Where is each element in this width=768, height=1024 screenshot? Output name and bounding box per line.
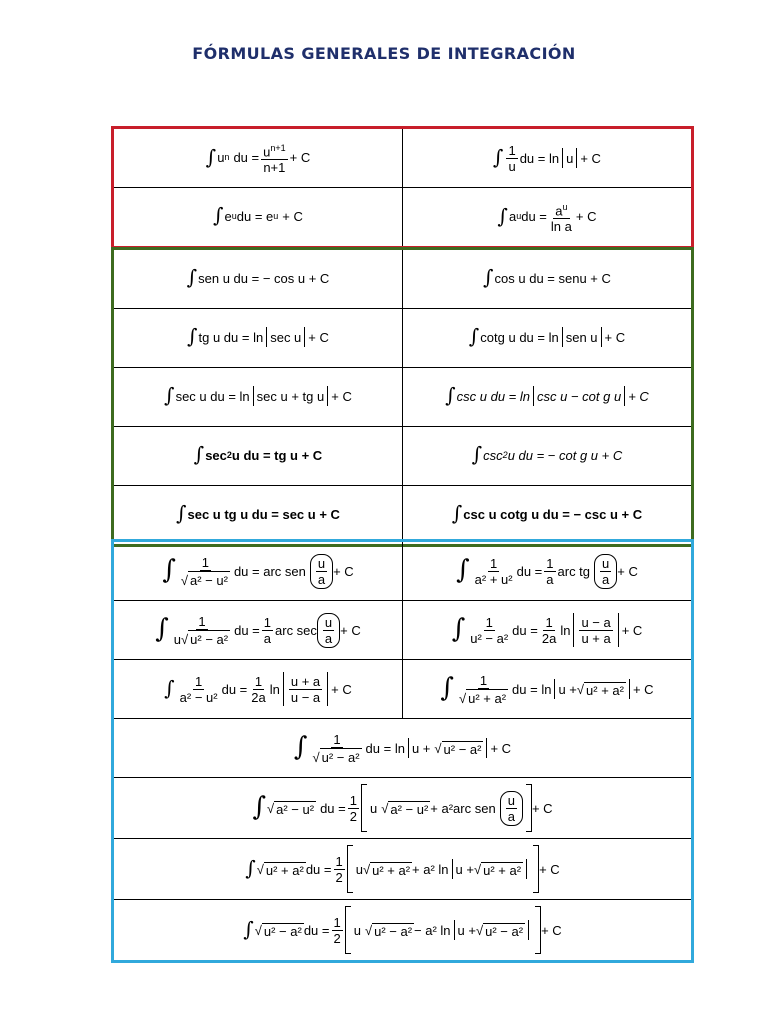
formula-text: √ bbox=[458, 690, 467, 706]
formula-text: ∫ bbox=[245, 856, 256, 880]
formula-text: csc u − cot g u bbox=[537, 388, 622, 404]
formula-text: ∫ bbox=[186, 265, 198, 289]
formula-text: u bbox=[355, 861, 363, 877]
formula-text: + C bbox=[531, 800, 553, 816]
formula-text: tg u du = ln bbox=[198, 329, 264, 345]
formula-text: ∫ bbox=[252, 792, 266, 822]
formula-text: ∫ bbox=[468, 324, 480, 348]
fraction bbox=[261, 141, 288, 175]
formula-text: √ bbox=[364, 922, 373, 938]
formula-text: 2 bbox=[349, 808, 357, 824]
formula-ln-sqrt-minus bbox=[114, 719, 692, 778]
formula-text: + a² ln bbox=[412, 861, 449, 877]
formula-text: 1 bbox=[508, 142, 516, 158]
formula-text: u bbox=[507, 792, 515, 808]
formula-text: du = ln bbox=[512, 681, 552, 697]
formula-text: + C bbox=[604, 329, 626, 345]
formula-text: u² − a² bbox=[485, 923, 524, 939]
formula-text: ∫ bbox=[176, 501, 187, 525]
fraction bbox=[549, 200, 574, 234]
formula-text: + C bbox=[541, 922, 562, 938]
formula-sen bbox=[114, 250, 403, 309]
formula-text: u + bbox=[457, 922, 476, 938]
formula-text: du = arc sen bbox=[233, 563, 306, 579]
formula-power bbox=[114, 129, 403, 188]
formula-text: + C bbox=[331, 388, 352, 404]
formula-text: u² − a² bbox=[190, 631, 229, 647]
formula-text: a bbox=[508, 209, 517, 225]
formula-text: du = ln bbox=[519, 150, 560, 166]
formula-text: ∫ bbox=[162, 555, 176, 585]
formula-text: a bbox=[555, 203, 563, 219]
formula-text: a bbox=[263, 630, 272, 646]
formula-text: u bbox=[516, 211, 522, 222]
formula-text: u² − a² bbox=[374, 923, 413, 939]
formula-text: ∫ bbox=[445, 383, 456, 407]
formula-ln-au bbox=[114, 660, 403, 719]
formula-text: n+1 bbox=[270, 142, 286, 153]
formula-csc2 bbox=[403, 427, 692, 486]
formula-sec-tg bbox=[114, 486, 403, 545]
formula-text: e bbox=[224, 208, 232, 224]
formula-text: + C bbox=[621, 622, 643, 638]
formula-text: du = bbox=[521, 209, 547, 225]
formula-cos bbox=[403, 250, 692, 309]
formula-cotg bbox=[403, 309, 692, 368]
formula-text: du = bbox=[303, 922, 330, 938]
formula-text: 1 bbox=[490, 555, 498, 571]
formula-text: u² + a² bbox=[468, 690, 507, 706]
formula-text: u bbox=[508, 158, 516, 174]
formula-text: u² − a² bbox=[263, 923, 302, 939]
formula-text: ∫ bbox=[155, 614, 169, 644]
formula-log bbox=[403, 129, 692, 188]
formula-text: + C bbox=[331, 681, 352, 697]
formula-text: du = bbox=[320, 800, 346, 816]
formula-text: 1 bbox=[479, 672, 488, 688]
formula-text: ∫ bbox=[187, 324, 198, 348]
formula-text: n+1 bbox=[263, 160, 286, 176]
formula-text: u bbox=[562, 201, 568, 212]
formula-text: arc sec bbox=[275, 622, 317, 638]
formula-text: u bbox=[317, 555, 326, 571]
formula-exp-e bbox=[114, 188, 403, 247]
integral-sign: ∫ bbox=[497, 203, 508, 228]
formula-exp-a bbox=[403, 188, 692, 247]
formula-text: ∫ bbox=[293, 732, 308, 762]
formula-text: √ bbox=[256, 861, 264, 877]
formula-text: a² − u² bbox=[390, 801, 429, 817]
formula-text: du = bbox=[221, 681, 248, 697]
formula-text: du = bbox=[512, 622, 538, 638]
formula-text: √ bbox=[475, 922, 484, 938]
formula-text: u² + a² bbox=[372, 862, 411, 878]
formula-text: csc u cotg u du = − csc u + C bbox=[463, 506, 643, 522]
formula-text: a bbox=[602, 571, 610, 587]
formula-text: u² − a² bbox=[470, 630, 509, 646]
formula-text: ∫ bbox=[193, 442, 205, 466]
formula-text: √ bbox=[362, 861, 371, 877]
formula-text: sec u tg u du = sec u + C bbox=[187, 506, 340, 522]
formula-text: u² + a² bbox=[586, 682, 624, 698]
formula-text: u² + a² bbox=[483, 862, 522, 878]
formula-text: a bbox=[324, 630, 333, 646]
formula-text: u bbox=[263, 144, 271, 160]
formula-text: u bbox=[173, 631, 182, 647]
formula-text: cotg u du = ln bbox=[480, 329, 559, 345]
formula-text: + C bbox=[490, 740, 512, 756]
formula-text: u bbox=[231, 210, 237, 221]
integral-sign: ∫ bbox=[205, 144, 217, 169]
integral-sign: ∫ bbox=[493, 145, 504, 169]
formula-text: + C bbox=[617, 563, 638, 579]
formula-text: u² + a² bbox=[265, 862, 304, 878]
formula-text: u − a bbox=[581, 614, 611, 630]
formula-text: ∫ bbox=[471, 442, 483, 466]
formula-sqrt-u2-a2-minus bbox=[114, 900, 692, 961]
formula-text: u + bbox=[455, 861, 474, 877]
inverse-formulas-table bbox=[113, 541, 692, 961]
formula-text: arc tg bbox=[557, 563, 591, 579]
formula-text: u du = tg u + C bbox=[231, 447, 323, 463]
formula-text: √ bbox=[312, 749, 320, 765]
formula-text: 1 bbox=[195, 673, 203, 689]
formula-text: 1 bbox=[349, 792, 357, 808]
formula-text: ∫ bbox=[451, 501, 463, 525]
formula-text: √ bbox=[180, 572, 188, 588]
formula-text: √ bbox=[576, 681, 585, 697]
formula-sec bbox=[114, 368, 403, 427]
formula-text: u bbox=[566, 150, 574, 166]
formula-text: 1 bbox=[335, 853, 343, 869]
formula-text: 1 bbox=[254, 673, 263, 689]
formula-text: u + a bbox=[290, 673, 321, 689]
formula-text: cos u du = senu + C bbox=[494, 270, 611, 286]
formula-text: du = bbox=[234, 622, 260, 638]
formula-text: 1 bbox=[263, 614, 272, 630]
formula-text: √ bbox=[434, 740, 442, 756]
formula-text: u bbox=[217, 150, 225, 166]
formula-text: du = bbox=[233, 150, 260, 166]
formula-sqrt-u2-a2-plus bbox=[114, 839, 692, 900]
formula-text: u bbox=[602, 555, 610, 571]
formula-text: ∫ bbox=[164, 383, 175, 407]
formula-arctg bbox=[403, 542, 692, 601]
formula-text: 2a bbox=[251, 689, 266, 705]
formula-text: u − a bbox=[290, 689, 321, 705]
formula-text: sec u du = ln bbox=[175, 388, 250, 404]
formula-text: sen u bbox=[565, 329, 598, 345]
formula-text: + a²arc sen bbox=[430, 800, 496, 816]
formula-text: ∫ bbox=[451, 614, 466, 644]
formula-text: ln bbox=[560, 622, 571, 638]
formula-arcsen bbox=[114, 542, 403, 601]
formula-text: ln bbox=[269, 681, 280, 697]
formula-text: a² − u² bbox=[179, 689, 218, 705]
formula-text: sec bbox=[205, 447, 227, 463]
formula-text: + C bbox=[632, 681, 654, 697]
formula-text: a² + u² bbox=[474, 571, 513, 587]
formula-csc-cotg bbox=[403, 486, 692, 545]
formula-ln-ua bbox=[403, 601, 692, 660]
basic-formulas-table bbox=[113, 128, 692, 247]
formula-text: ∫ bbox=[243, 917, 254, 941]
formula-text: 1 bbox=[333, 914, 341, 930]
formula-text: u² − a² bbox=[321, 749, 360, 765]
formula-text: + C bbox=[289, 150, 311, 166]
formula-text: + C bbox=[333, 563, 354, 579]
formula-text: + C bbox=[580, 150, 601, 166]
formula-text: u + bbox=[558, 681, 577, 697]
formula-text: − a² ln bbox=[414, 922, 451, 938]
formula-sqrt-a2-u2 bbox=[114, 778, 692, 839]
formula-text: √ bbox=[267, 800, 275, 816]
formula-text: a² − u² bbox=[276, 801, 315, 817]
formula-text: 2 bbox=[333, 930, 341, 946]
formula-text: du = bbox=[516, 563, 543, 579]
formula-text: 2a bbox=[541, 630, 557, 646]
formula-text: du = ln bbox=[365, 740, 405, 756]
formula-text: ∫ bbox=[456, 555, 470, 585]
formula-text: 1 bbox=[201, 554, 210, 570]
formula-text: 1 bbox=[546, 555, 554, 571]
formula-text: csc u du = ln bbox=[456, 388, 530, 404]
formula-text: u bbox=[353, 922, 361, 938]
formula-text: ln a bbox=[550, 219, 572, 235]
formula-text: n bbox=[224, 152, 230, 163]
formula-text: u² − a² bbox=[443, 741, 482, 757]
formula-tg bbox=[114, 309, 403, 368]
formula-sec2 bbox=[114, 427, 403, 486]
formula-text: + C bbox=[340, 622, 361, 638]
trig-formulas-table bbox=[113, 249, 692, 545]
formula-text: 2 bbox=[502, 449, 508, 460]
formula-text: + C bbox=[308, 329, 329, 345]
formula-text: du = e bbox=[236, 208, 274, 224]
fraction bbox=[506, 143, 517, 174]
formula-text: sen u du = − cos u + C bbox=[198, 270, 330, 286]
formula-text: sec u + tg u bbox=[256, 388, 325, 404]
formula-text: ∫ bbox=[483, 265, 494, 289]
formula-text: + C bbox=[539, 861, 560, 877]
formula-csc bbox=[403, 368, 692, 427]
formula-text: ∫ bbox=[164, 676, 175, 700]
formula-text: √ bbox=[381, 800, 389, 816]
formula-text: 1 bbox=[198, 613, 206, 629]
formula-ln-sqrt-plus bbox=[403, 660, 692, 719]
formula-text: + C bbox=[282, 208, 303, 224]
formula-text: du = bbox=[305, 861, 332, 877]
formula-text: 1 bbox=[485, 614, 493, 630]
integral-sign: ∫ bbox=[213, 203, 224, 227]
formula-text: a² − u² bbox=[190, 572, 228, 588]
formula-text: 2 bbox=[226, 449, 232, 460]
formula-text: u bbox=[324, 614, 333, 630]
formula-text: a bbox=[507, 808, 515, 824]
formula-text: sec u bbox=[270, 329, 302, 345]
formula-text: u bbox=[273, 210, 279, 221]
formula-text: + C bbox=[575, 209, 597, 225]
page-title: FÓRMULAS GENERALES DE INTEGRACIÓN bbox=[192, 44, 576, 63]
formula-text: 1 bbox=[545, 614, 553, 630]
formula-text: ∫ bbox=[440, 673, 454, 703]
formula-arcsec bbox=[114, 601, 403, 660]
formula-text: √ bbox=[254, 922, 262, 938]
formula-text: u du = − cot g u + C bbox=[507, 447, 623, 463]
formula-text: √ bbox=[473, 861, 482, 877]
formula-text: a bbox=[546, 571, 554, 587]
formula-text: + C bbox=[628, 388, 649, 404]
formula-text: 2 bbox=[335, 869, 343, 885]
formula-text: csc bbox=[483, 447, 503, 463]
formula-text: u + bbox=[411, 740, 431, 756]
formula-text: u + a bbox=[581, 630, 611, 646]
formula-text: √ bbox=[181, 631, 189, 647]
formula-text: 1 bbox=[333, 731, 341, 747]
formula-text: u bbox=[369, 800, 378, 816]
formula-text: a bbox=[317, 571, 326, 587]
